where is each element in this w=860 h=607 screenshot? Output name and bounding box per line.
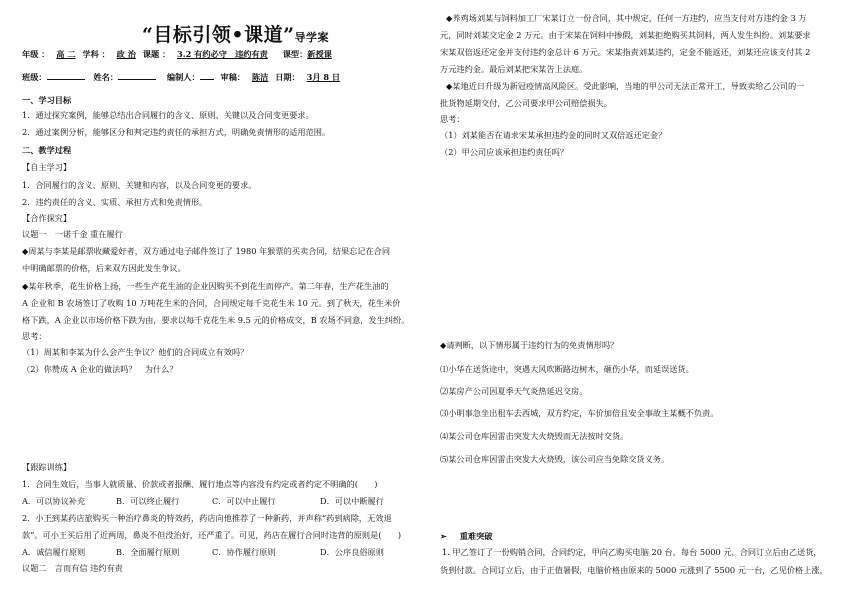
judge-item-5: ⑸某公司仓库因雷击突发大火烧毁，该公司应当免除交货义务。 [440, 454, 670, 464]
self-study-1: 1．合同履行的含义、原则、关键和内容，以及合同变更的要求。 [22, 180, 257, 190]
editor-label: 编制人： [166, 72, 200, 82]
self-study-heading: 【自主学习】 [22, 162, 72, 172]
section-objectives: 一、学习目标 [22, 95, 72, 105]
exercise-1-option-d: D．可以中断履行 [320, 496, 384, 506]
grade-label: 年级 ： [22, 49, 50, 59]
exercise-2-line-2: 款”。可小王买后用了近两周，鼻炎不但没治好，还严重了。可见，药店在履行合同时违背的原则是( ) [22, 530, 402, 540]
key-heading [440, 531, 493, 542]
key-heading-text: 重难突破 [459, 531, 493, 541]
objective-2: 2．通过案例分析，能够区分和判定违约责任的承担方式，明确免责情形的适用范围。 [22, 127, 331, 137]
think-label-right: 思考： [440, 114, 465, 124]
reviewer-value: 陈洁 [251, 72, 269, 82]
grade-value: 高 二 [56, 49, 76, 59]
case-3-line-3: 宋某双倍返还定金并支付违约金总计 6 万元。宋某指责刘某违约，定金不能返还，刘某还应该支付其 2 [440, 47, 811, 57]
exercise-2-option-d: D．公序良俗原则 [320, 547, 384, 557]
judge-item-3: ⑶小明事急坐出租车去西城，双方约定，车价加倍且安全事故主某概不负责。 [440, 408, 719, 418]
subject-value: 政 治 [116, 49, 136, 59]
case-4-line-1: ◆某地近日升级为新冠疫情高风险区。受此影响，当地的甲公司无法正常开工，导致卖给乙公司的一 [446, 81, 805, 91]
case-3-line-1: ◆养鸡场刘某与饲料加工厂宋某订立一份合同，其中规定，任何一方违约，应当支付对方违约金 3 万 [446, 13, 807, 23]
question-2: （2）你赞成 A 企业的做法吗？ 为什么？ [22, 364, 178, 374]
judge-heading: ◆请判断，以下情形属于违约行为的免责情形吗？ [440, 340, 619, 350]
type-label: 课型： [282, 49, 308, 59]
judge-item-2: ⑵某房产公司因夏季天气炎热延迟交房。 [440, 386, 588, 396]
tracking-heading: 【跟踪训练】 [22, 462, 72, 472]
exercise-1-option-c: C．可以中止履行 [212, 496, 276, 506]
case-3-line-4: 万元违约金。最后刘某把宋某告上法庭。 [440, 64, 588, 74]
class-blank[interactable] [47, 79, 85, 80]
topic-2: 议题二 言而有信 违约有责 [22, 563, 123, 573]
date-label: 日期： [275, 72, 300, 82]
exercise-1-option-a: A．可以协议补充 [22, 496, 86, 506]
case-2-line-1: ◆某年秋季，花生价格上扬，一些生产花生油的企业因购买不到花生而停产。第二年春，生产花生油的 [22, 281, 389, 291]
key-problem-line-1: 1. 甲乙签订了一份购销合同，合同约定，甲向乙购买电脑 20 台，每台 5000 元，合同订立后由乙送货， [442, 547, 822, 557]
question-right-2: （2）甲公司应该承担违约责任吗？ [440, 147, 569, 157]
self-study-2: 2．违约责任的含义、实质、承担方式和免责情形。 [22, 197, 208, 207]
section-process: 二、教学过程 [22, 145, 72, 155]
title-main: “目标引领•课道” [142, 24, 295, 46]
exercise-2-option-a: A．诚信履行原则 [22, 547, 86, 557]
objective-1: 1．通过探究案例，能够总结出合同履行的含义、原则、关键以及合同变更要求。 [22, 110, 314, 120]
case-1-line-1: ◆周某与李某是邮票收藏爱好者，双方通过电子邮件签订了 1980 年猴票的买卖合同，结果忘记在合同 [22, 246, 391, 256]
info-row-1 [22, 49, 332, 60]
judge-item-1: ⑴小华在送货途中，突遇大风吹断路边树木，砸伤小华，而延误送货。 [440, 364, 694, 374]
exercise-1-option-b: B．可以终止履行 [116, 496, 180, 506]
think-label: 思考： [22, 331, 47, 341]
name-label: 姓名： [93, 72, 119, 82]
key-problem-line-2: 货到付款。合同订立后，由于正值暑假，电脑价格由原来的 5000 元涨到了 5500 元一台，乙见价格上涨， [440, 565, 828, 575]
case-4-line-2: 批货物延期交付，乙公司要求甲公司赔偿损失。 [440, 98, 612, 108]
case-3-line-2: 元，同时刘某交定金 2 万元。由于宋某在饲料中掺假，刘某拒绝购买其饲料，两人发生纠纷。刘某要求 [440, 30, 811, 40]
cooperation-heading: 【合作探究】 [22, 213, 72, 223]
title-suffix: 导学案 [294, 31, 330, 44]
name-blank[interactable] [118, 79, 156, 80]
page-title [142, 20, 329, 47]
subject-label: 学科 ： [82, 49, 110, 59]
exercise-2-option-b: B．全面履行原则 [116, 547, 180, 557]
date-value: 3月 8 日 [306, 72, 341, 82]
reviewer-label: 审稿： [220, 72, 246, 82]
case-2-line-3: 格下跌，A 企业以市场价格下跌为由，要求以每千克花生米 9.5 元的价格成交，B 农场不同意，发生纠纷。 [22, 315, 410, 325]
case-1-line-2: 中明确邮票的价格，后来双方因此发生争议。 [22, 263, 186, 273]
exercise-2-option-c: C．协作履行原则 [212, 547, 276, 557]
topic-label: 课题 ： [142, 49, 171, 59]
case-2-line-2: A 企业和 B 农场签订了收购 10 万吨花生米的合同，合同规定每千克花生米 10 元。到了秋天，花生米价 [22, 298, 401, 308]
exercise-2-line-1: 2．小王到某药店旅购买一种治疗鼻炎的特效药，药店向他推荐了一种新药，并声称“药到病除，无效退 [22, 513, 392, 523]
topic-value: 3.2 有约必守 违约有责 [177, 49, 268, 59]
arrow-bullet-icon: ➢ [440, 531, 447, 541]
question-right-1: （1）刘某能否在请求宋某承担违约金的同时又双倍返还定金？ [440, 130, 667, 140]
exercise-1: 1．合同生效后，当事人就质量、价款或者报酬、履行地点等内容没有约定或者约定不明确的( ) [22, 479, 378, 489]
judge-item-4: ⑷某公司仓库因雷击突发大火烧毁而无法按时交货。 [440, 431, 629, 441]
question-1: （1）周某和李某为什么会产生争议？他们的合同成立有效吗？ [22, 347, 249, 357]
class-label: 班级： [22, 72, 47, 82]
type-value: 新授课 [307, 49, 332, 59]
info-row-2 [22, 72, 344, 83]
editor-blank [200, 79, 214, 80]
topic-1: 议题一 一诺千金 重在履行 [22, 229, 123, 239]
